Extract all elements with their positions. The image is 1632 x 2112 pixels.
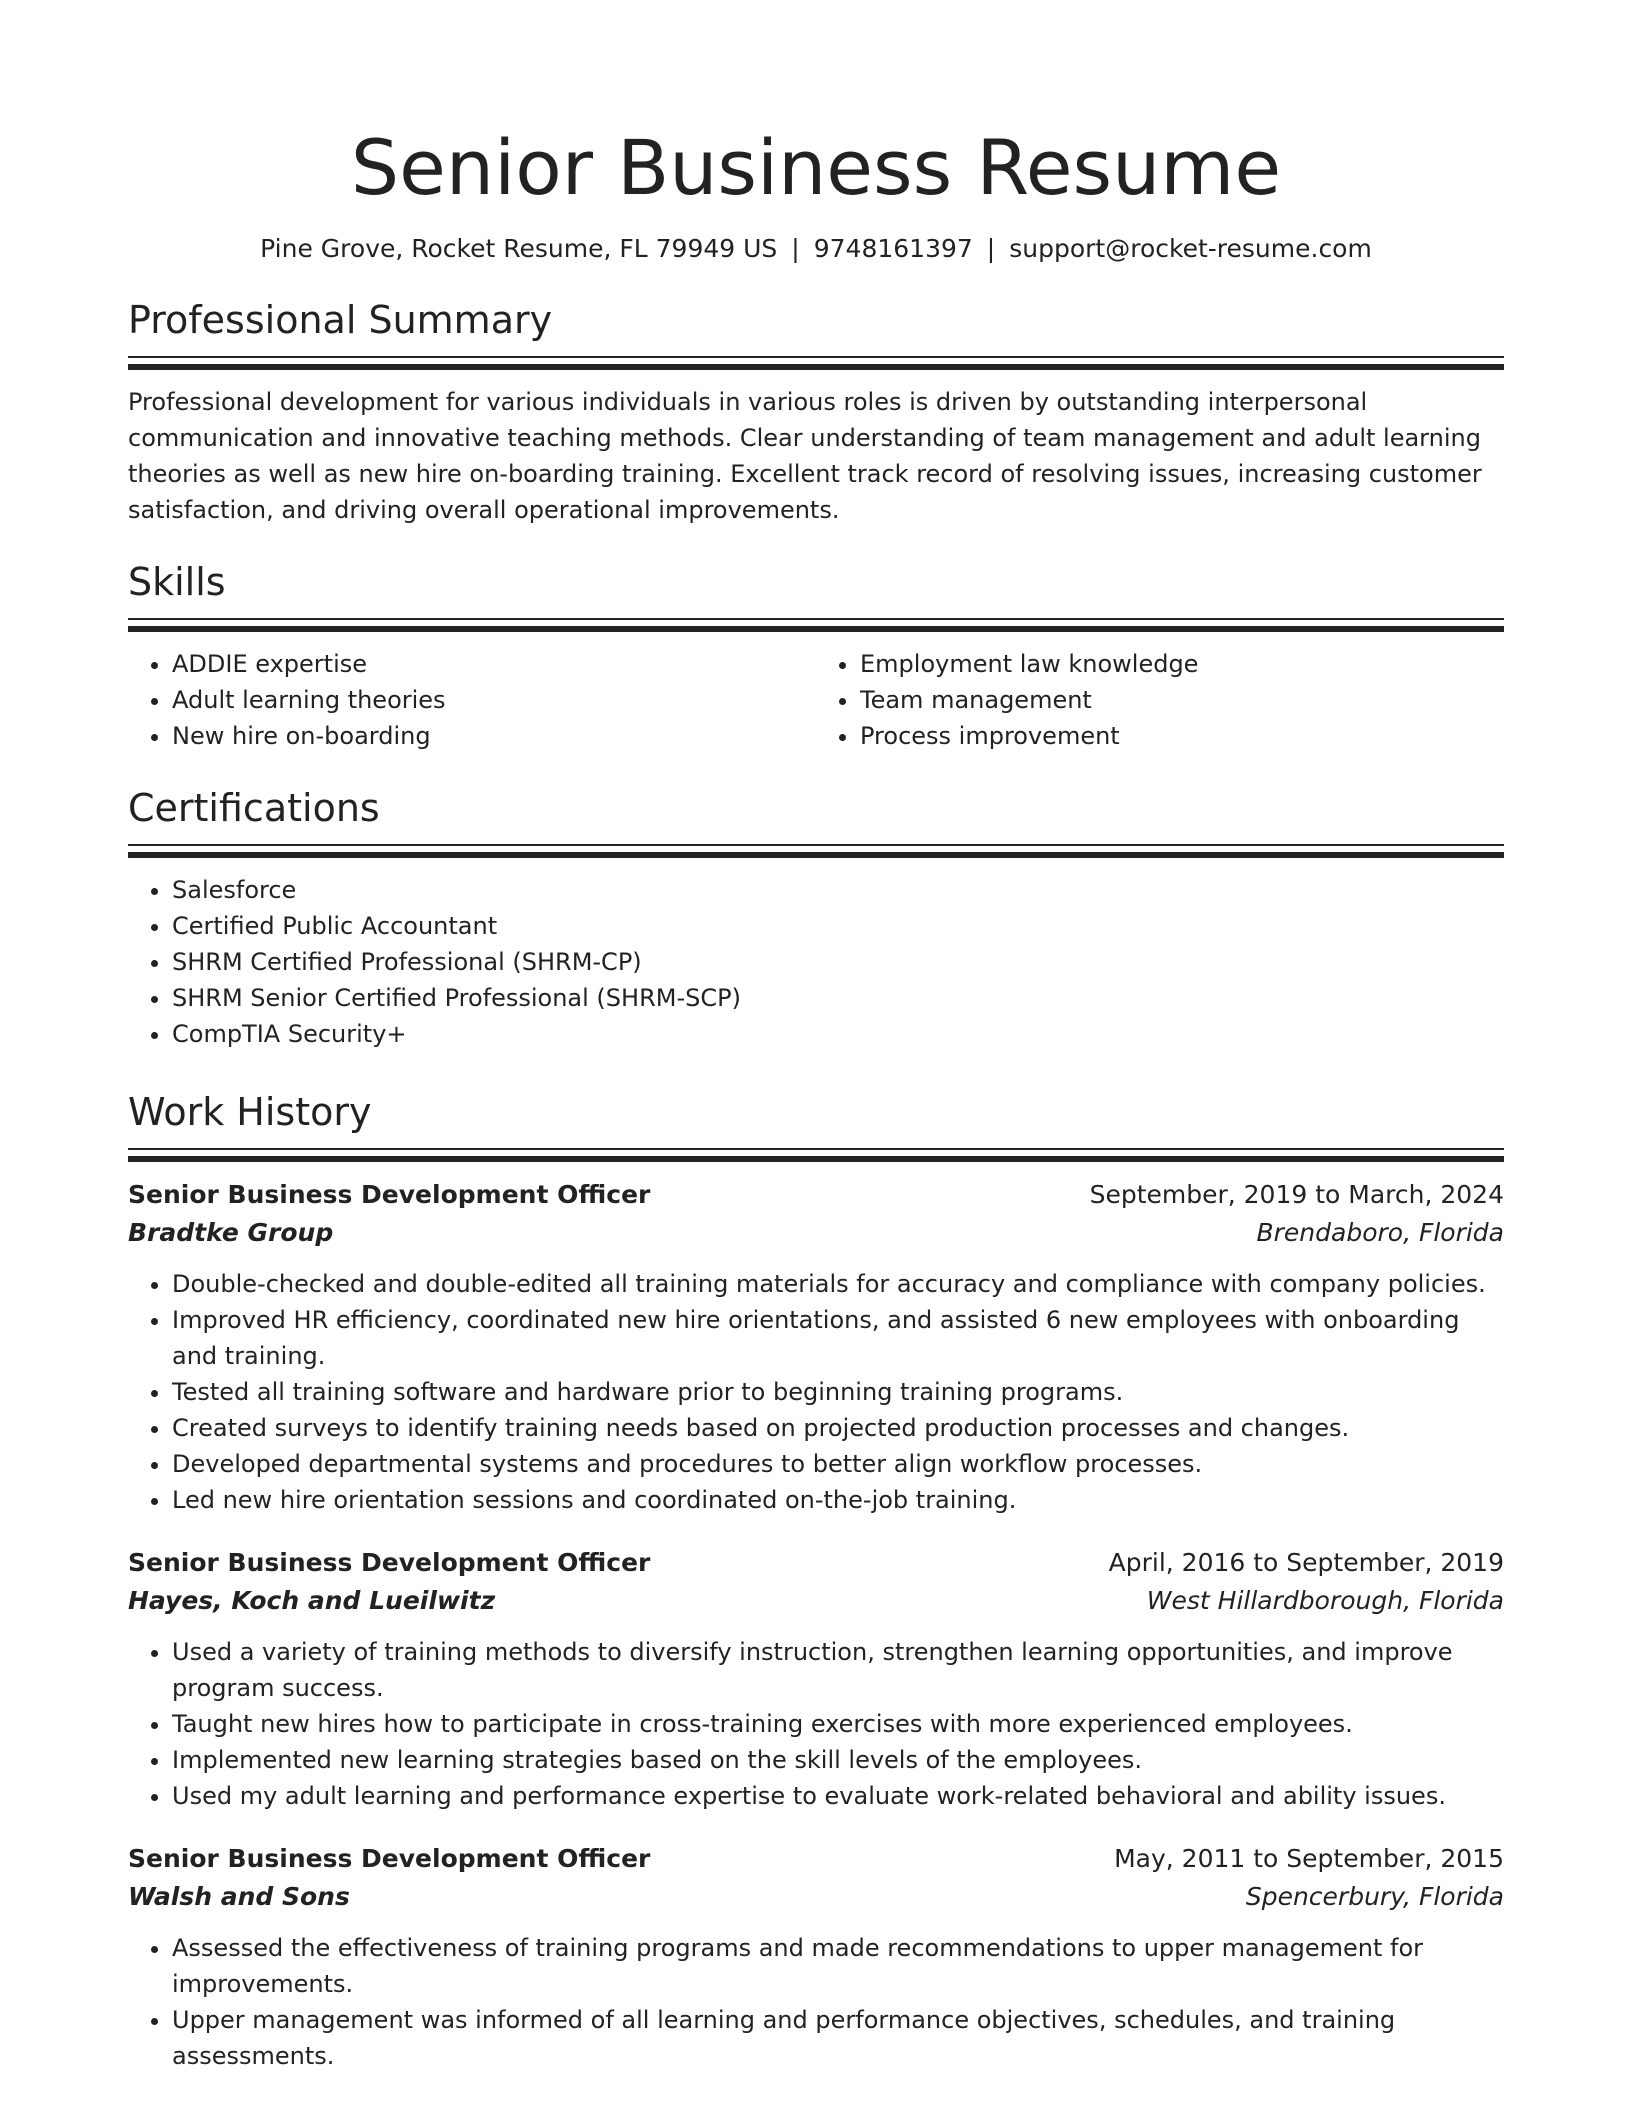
section-divider <box>128 356 1504 370</box>
job-employer: Walsh and Sons <box>128 1882 350 1911</box>
job-employer-row <box>128 1214 1504 1252</box>
skills-left-list <box>128 646 816 754</box>
job-dates: April, 2016 to September, 2019 <box>1108 1548 1504 1577</box>
work-history-section <box>128 1088 1504 2074</box>
job-bullet: • Used a variety of training methods to diversify instruction, strengthen learning opportunities, and improve program success. <box>172 1634 1504 1706</box>
job-location: Brendaboro, Florida <box>1256 1218 1504 1247</box>
contact-phone: 9748161397 <box>813 234 973 263</box>
job-bullet: • Implemented new learning strategies based on the skill levels of the employees. <box>172 1742 1504 1778</box>
skills-section <box>128 558 1504 754</box>
work-history-heading: Work History <box>128 1090 372 1134</box>
contact-separator: | <box>791 234 800 263</box>
job-bullet: • Developed departmental systems and procedures to better align workflow processes. <box>172 1446 1504 1482</box>
job-header-row <box>128 1544 1504 1582</box>
job-employer: Hayes, Koch and Lueilwitz <box>128 1586 496 1615</box>
job-header-row <box>128 1840 1504 1878</box>
job-bullet: • Tested all training software and hardware prior to beginning training programs. <box>172 1374 1504 1410</box>
contact-address: Pine Grove, Rocket Resume, FL 79949 US <box>260 234 778 263</box>
job-bullet: • Improved HR efficiency, coordinated new hire orientations, and assisted 6 new employees with onboarding and training. <box>172 1302 1504 1374</box>
certification-item: • Certified Public Accountant <box>172 908 1504 944</box>
certifications-section <box>128 784 1504 1052</box>
skill-item: • ADDIE expertise <box>172 646 816 682</box>
job-bullet: • Led new hire orientation sessions and coordinated on-the-job training. <box>172 1482 1504 1518</box>
job-title: Senior Business Development Officer <box>128 1844 651 1873</box>
contact-email: support@rocket-resume.com <box>1009 234 1372 263</box>
skills-right-list <box>816 646 1504 754</box>
resume-title: Senior Business Resume <box>350 123 1282 212</box>
job-employer-row <box>128 1878 1504 1916</box>
job-employer: Bradtke Group <box>128 1218 334 1247</box>
summary-text: Professional development for various individuals in various roles is driven by outstanding interpersonal communication and innovative teaching methods. Clear understanding of team management and adult learning theories as well as new hire on-boarding training. Excellent track record of resolving issues, increasing customer satisfaction, and driving overall operational improvements. <box>128 388 1482 524</box>
job-bullet-list <box>128 1634 1504 1814</box>
resume-page <box>128 0 1504 2074</box>
skill-item: • Employment law knowledge <box>860 646 1504 682</box>
section-divider <box>128 618 1504 632</box>
section-divider <box>128 844 1504 858</box>
contact-separator: | <box>986 234 996 263</box>
job-entry <box>128 1176 1504 1518</box>
certifications-heading: Certifications <box>128 786 380 830</box>
job-bullet: • Upper management was informed of all learning and performance objectives, schedules, and training assessments. <box>172 2002 1504 2074</box>
certification-item: • Salesforce <box>172 872 1504 908</box>
summary-section <box>128 296 1504 528</box>
job-bullet: • Created surveys to identify training needs based on projected production processes and changes. <box>172 1410 1504 1446</box>
job-bullet: • Used my adult learning and performance expertise to evaluate work-related behavioral and ability issues. <box>172 1778 1504 1814</box>
job-entry <box>128 1840 1504 2074</box>
job-bullet: • Double-checked and double-edited all training materials for accuracy and compliance with company policies. <box>172 1266 1504 1302</box>
job-dates: May, 2011 to September, 2015 <box>1114 1844 1504 1873</box>
section-divider <box>128 1148 1504 1162</box>
job-bullet-list <box>128 1930 1504 2074</box>
contact-line <box>128 232 1504 266</box>
job-bullet: • Taught new hires how to participate in cross-training exercises with more experienced employees. <box>172 1706 1504 1742</box>
job-location: Spencerbury, Florida <box>1245 1882 1504 1911</box>
skills-columns <box>128 646 1504 754</box>
certifications-list <box>128 872 1504 1052</box>
job-title: Senior Business Development Officer <box>128 1180 651 1209</box>
job-dates: September, 2019 to March, 2024 <box>1089 1180 1504 1209</box>
skill-item: • Adult learning theories <box>172 682 816 718</box>
skill-item: • New hire on-boarding <box>172 718 816 754</box>
job-location: West Hillardborough, Florida <box>1146 1586 1504 1615</box>
job-entry <box>128 1544 1504 1814</box>
certification-item: • CompTIA Security+ <box>172 1016 1504 1052</box>
skills-heading: Skills <box>128 560 226 604</box>
job-title: Senior Business Development Officer <box>128 1548 651 1577</box>
summary-heading: Professional Summary <box>128 298 553 342</box>
job-header-row <box>128 1176 1504 1214</box>
certification-item: • SHRM Senior Certified Professional (SHRM-SCP) <box>172 980 1504 1016</box>
skill-item: • Team management <box>860 682 1504 718</box>
certification-item: • SHRM Certified Professional (SHRM-CP) <box>172 944 1504 980</box>
job-bullet-list <box>128 1266 1504 1518</box>
job-employer-row <box>128 1582 1504 1620</box>
skill-item: • Process improvement <box>860 718 1504 754</box>
job-bullet: • Assessed the effectiveness of training programs and made recommendations to upper management for improvements. <box>172 1930 1504 2002</box>
